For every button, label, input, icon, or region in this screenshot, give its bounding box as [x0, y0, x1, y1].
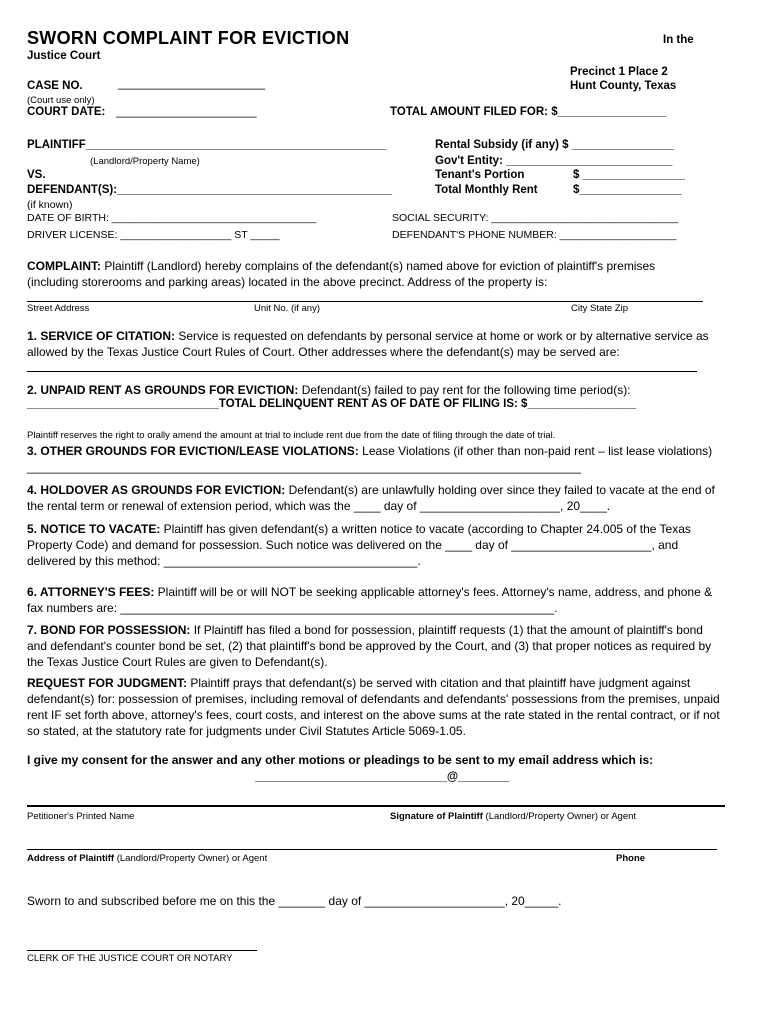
signature-label-rest: (Landlord/Property Owner) or Agent [482, 811, 637, 822]
unit-no-label: Unit No. (if any) [254, 303, 320, 314]
plaintiff-sublabel: (Landlord/Property Name) [90, 156, 200, 167]
signature-label [390, 811, 636, 822]
email-consent-text: I give my consent for the answer and any other motions or pleadings to be sent to my email address which is: [27, 753, 654, 767]
lease-violations-paragraph [27, 443, 717, 475]
s3-heading: 3. OTHER GROUNDS FOR EVICTION/LEASE VIOLATIONS: [27, 444, 359, 458]
email-address-field[interactable]: ______________________________@________ [255, 771, 510, 783]
s4-text: Defendant(s) are unlawfully holding over since they failed to vacate at the end of the rental term or renewal of extension period, which was the ____ day of _____________________, 20____. [27, 483, 715, 513]
plaintiff-address-line[interactable] [27, 849, 717, 850]
alt-address-line[interactable] [27, 371, 697, 372]
s6-text: Plaintiff will be or will NOT be seeking applicable attorney's fees. Attorney's name, address, and phone & fax numbers are: _________________________________________________________________. [27, 585, 713, 615]
s2-heading: 2. UNPAID RENT AS GROUNDS FOR EVICTION: [27, 383, 299, 397]
address-label [27, 853, 267, 864]
reserve-note: Plaintiff reserves the right to orally amend the amount at trial to include rent due from the date of filing through the date of trial. [27, 430, 556, 441]
govt-entity-field[interactable]: Gov't Entity: __________________________ [435, 155, 673, 167]
s3-text: Lease Violations (if other than non-paid rent – list lease violations) ___________________________________________________________________________________ [27, 444, 713, 474]
s5-text: Plaintiff has given defendant(s) a written notice to vacate (according to Chapter 24.005 of the Texas Property Code) and demand for possession. Such notice was delivered on the ____ day of _____________________, and delivered by this method: ______________________________________. [27, 522, 691, 568]
holdover-paragraph [27, 482, 717, 514]
complaint-heading: COMPLAINT: [27, 259, 101, 273]
clerk-signature-line[interactable] [27, 950, 257, 951]
total-monthly-rent-label: Total Monthly Rent [435, 184, 538, 196]
sworn-statement[interactable]: Sworn to and subscribed before me on this the _______ day of _____________________, 20_____. [27, 894, 562, 908]
attorney-fees-paragraph [27, 584, 717, 616]
s2-text: Defendant(s) failed to pay rent for the following time period(s): [298, 383, 631, 397]
rj-text: Plaintiff prays that defendant(s) be served with citation and that plaintiff have judgment against defendant(s) for: possession of premises, including removal of defendants and defendants' possessions from the premises, unpaid rent IF set forth above, attorney's fees, court costs, and interest on the above sums at the rate stated in the rental contract, or if not so stated, at the statutory rate for judgments under Civil Statutes Article 5069-1.05. [27, 676, 720, 738]
s7-heading: 7. BOND FOR POSSESSION: [27, 623, 191, 637]
date-of-birth-field[interactable]: DATE OF BIRTH: ___________________________________ [27, 212, 317, 224]
phone-label: Phone [616, 853, 646, 864]
defendant-field[interactable]: DEFENDANT(S):___________________________________________ [27, 184, 393, 196]
service-of-citation-paragraph [27, 328, 717, 360]
printed-name-label: Petitioner's Printed Name [27, 811, 135, 822]
in-the-label: In the [663, 34, 694, 46]
case-no-field[interactable]: _______________________ [118, 78, 266, 90]
address-label-rest: (Landlord/Property Owner) or Agent [114, 853, 268, 864]
justice-court-label: Justice Court [27, 50, 101, 62]
court-use-only-note: (Court use only) [27, 95, 95, 106]
complaint-text: Plaintiff (Landlord) hereby complains of the defendant(s) named above for eviction of plaintiff's premises (including storerooms and parking areas) located in the above precinct. Address of the property is: [27, 259, 656, 289]
court-date-label: COURT DATE: [27, 106, 106, 118]
county-label: Hunt County, Texas [570, 80, 677, 92]
driver-license-field[interactable]: DRIVER LICENSE: ___________________ ST _____ [27, 229, 280, 241]
social-security-field[interactable]: SOCIAL SECURITY: ________________________________ [392, 212, 679, 224]
case-no-label: CASE NO. [27, 80, 83, 92]
s5-heading: 5. NOTICE TO VACATE: [27, 522, 161, 536]
complaint-paragraph [27, 258, 702, 290]
unpaid-rent-paragraph [27, 382, 717, 398]
tenant-portion-field[interactable]: $ ________________ [573, 169, 685, 181]
request-for-judgment-paragraph [27, 675, 727, 739]
city-state-zip-label: City State Zip [571, 303, 629, 314]
tenant-portion-label: Tenant's Portion [435, 169, 525, 181]
signature-label-bold: Signature of Plaintiff [390, 811, 483, 822]
defendant-phone-field[interactable]: DEFENDANT'S PHONE NUMBER: ____________________ [392, 229, 677, 241]
s1-text: Service is requested on defendants by personal service at home or work or by alternative service as allowed by the Texas Justice Court Rules of Court. Other addresses where the defendant(s) may be served are: [27, 329, 709, 359]
address-label-bold: Address of Plaintiff [27, 853, 115, 864]
form-title: SWORN COMPLAINT FOR EVICTION [27, 28, 350, 48]
precinct-label: Precinct 1 Place 2 [570, 66, 668, 78]
if-known-note: (if known) [27, 199, 73, 211]
total-monthly-rent-field[interactable]: $________________ [573, 184, 682, 196]
s6-heading: 6. ATTORNEY'S FEES: [27, 585, 155, 599]
plaintiff-field[interactable]: PLAINTIFF_______________________________________________ [27, 139, 387, 151]
s4-heading: 4. HOLDOVER AS GROUNDS FOR EVICTION: [27, 483, 286, 497]
rj-heading: REQUEST FOR JUDGMENT: [27, 676, 188, 690]
signature-line[interactable] [27, 805, 725, 807]
total-amount-filed-field[interactable]: TOTAL AMOUNT FILED FOR: $_________________ [390, 106, 667, 118]
rental-subsidy-field[interactable]: Rental Subsidy (if any) $ ________________ [435, 139, 675, 151]
street-address-label: Street Address [27, 303, 90, 314]
vs-label: VS. [27, 169, 46, 181]
notice-to-vacate-paragraph [27, 521, 727, 569]
court-date-field[interactable]: ______________________ [116, 106, 257, 118]
property-address-line[interactable] [27, 301, 703, 302]
total-delinquent-rent-field[interactable]: ______________________________TOTAL DELINQUENT RENT AS OF DATE OF FILING IS: $_________________ [27, 398, 637, 410]
s1-heading: 1. SERVICE OF CITATION: [27, 329, 176, 343]
bond-for-possession-paragraph [27, 622, 717, 670]
s7-text: If Plaintiff has filed a bond for possession, plaintiff requests (1) that the amount of plaintiff's bond and defendant's counter bond be set, (2) that plaintiff's bond be approved by the Court, and (3) that proper notices as required by the Texas Justice Court Rules are given to Defendant(s). [27, 623, 712, 669]
clerk-label: CLERK OF THE JUSTICE COURT OR NOTARY [27, 953, 233, 964]
